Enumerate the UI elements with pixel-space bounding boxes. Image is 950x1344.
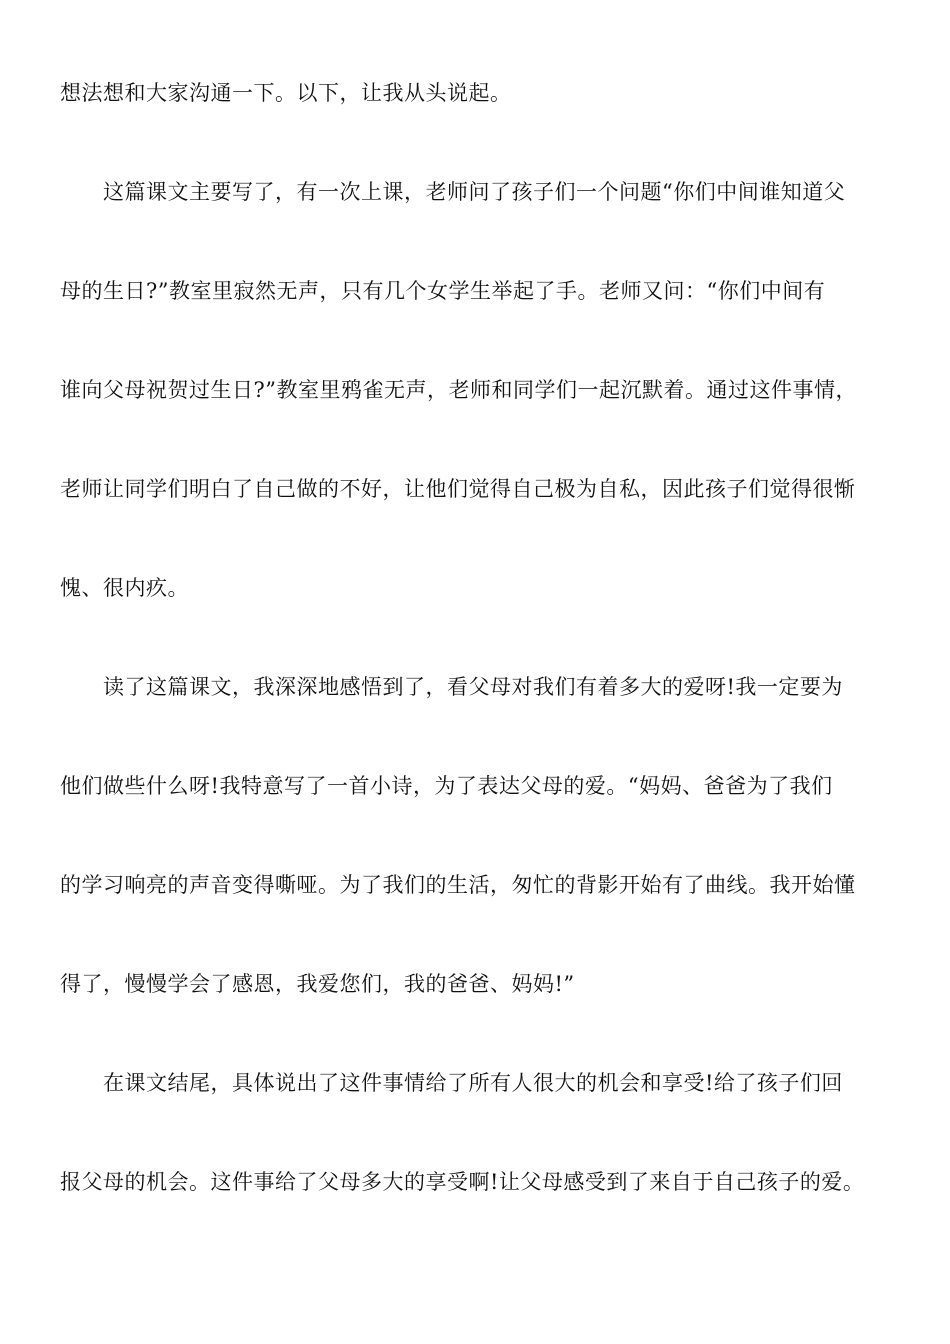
text-line: 他们做些什么呀!我特意写了一首小诗，为了表达父母的爱。“妈妈、爸爸为了我们 bbox=[60, 774, 833, 798]
text-line: 愧、很内疚。 bbox=[60, 576, 189, 600]
text-line: 谁向父母祝贺过生日?”教室里鸦雀无声，老师和同学们一起沉默着。通过这件事情， bbox=[60, 378, 857, 402]
text-line: 老师让同学们明白了自己做的不好，让他们觉得自己极为自私，因此孩子们觉得很惭 bbox=[60, 477, 856, 501]
paragraph-first-line: 在课文结尾，具体说出了这件事情给了所有人很大的机会和享受!给了孩子们回 bbox=[103, 1071, 843, 1095]
text-line: 母的生日?”教室里寂然无声，只有几个女学生举起了手。老师又问：“你们中间有 bbox=[60, 279, 826, 303]
text-line: 的学习响亮的声音变得嘶哑。为了我们的生活，匆忙的背影开始有了曲线。我开始懂 bbox=[60, 873, 856, 897]
text-line: 得了，慢慢学会了感恩，我爱您们，我的爸爸、妈妈!” bbox=[60, 972, 575, 996]
paragraph-first-line: 读了这篇课文，我深深地感悟到了，看父母对我们有着多大的爱呀!我一定要为 bbox=[103, 675, 843, 699]
paragraph-first-line: 这篇课文主要写了，有一次上课，老师问了孩子们一个问题“你们中间谁知道父 bbox=[103, 180, 846, 204]
text-line: 想法想和大家沟通一下。以下，让我从头说起。 bbox=[60, 81, 512, 105]
text-line: 报父母的机会。这件事给了父母多大的享受啊!让父母感受到了来自于自己孩子的爱。 bbox=[60, 1170, 865, 1194]
